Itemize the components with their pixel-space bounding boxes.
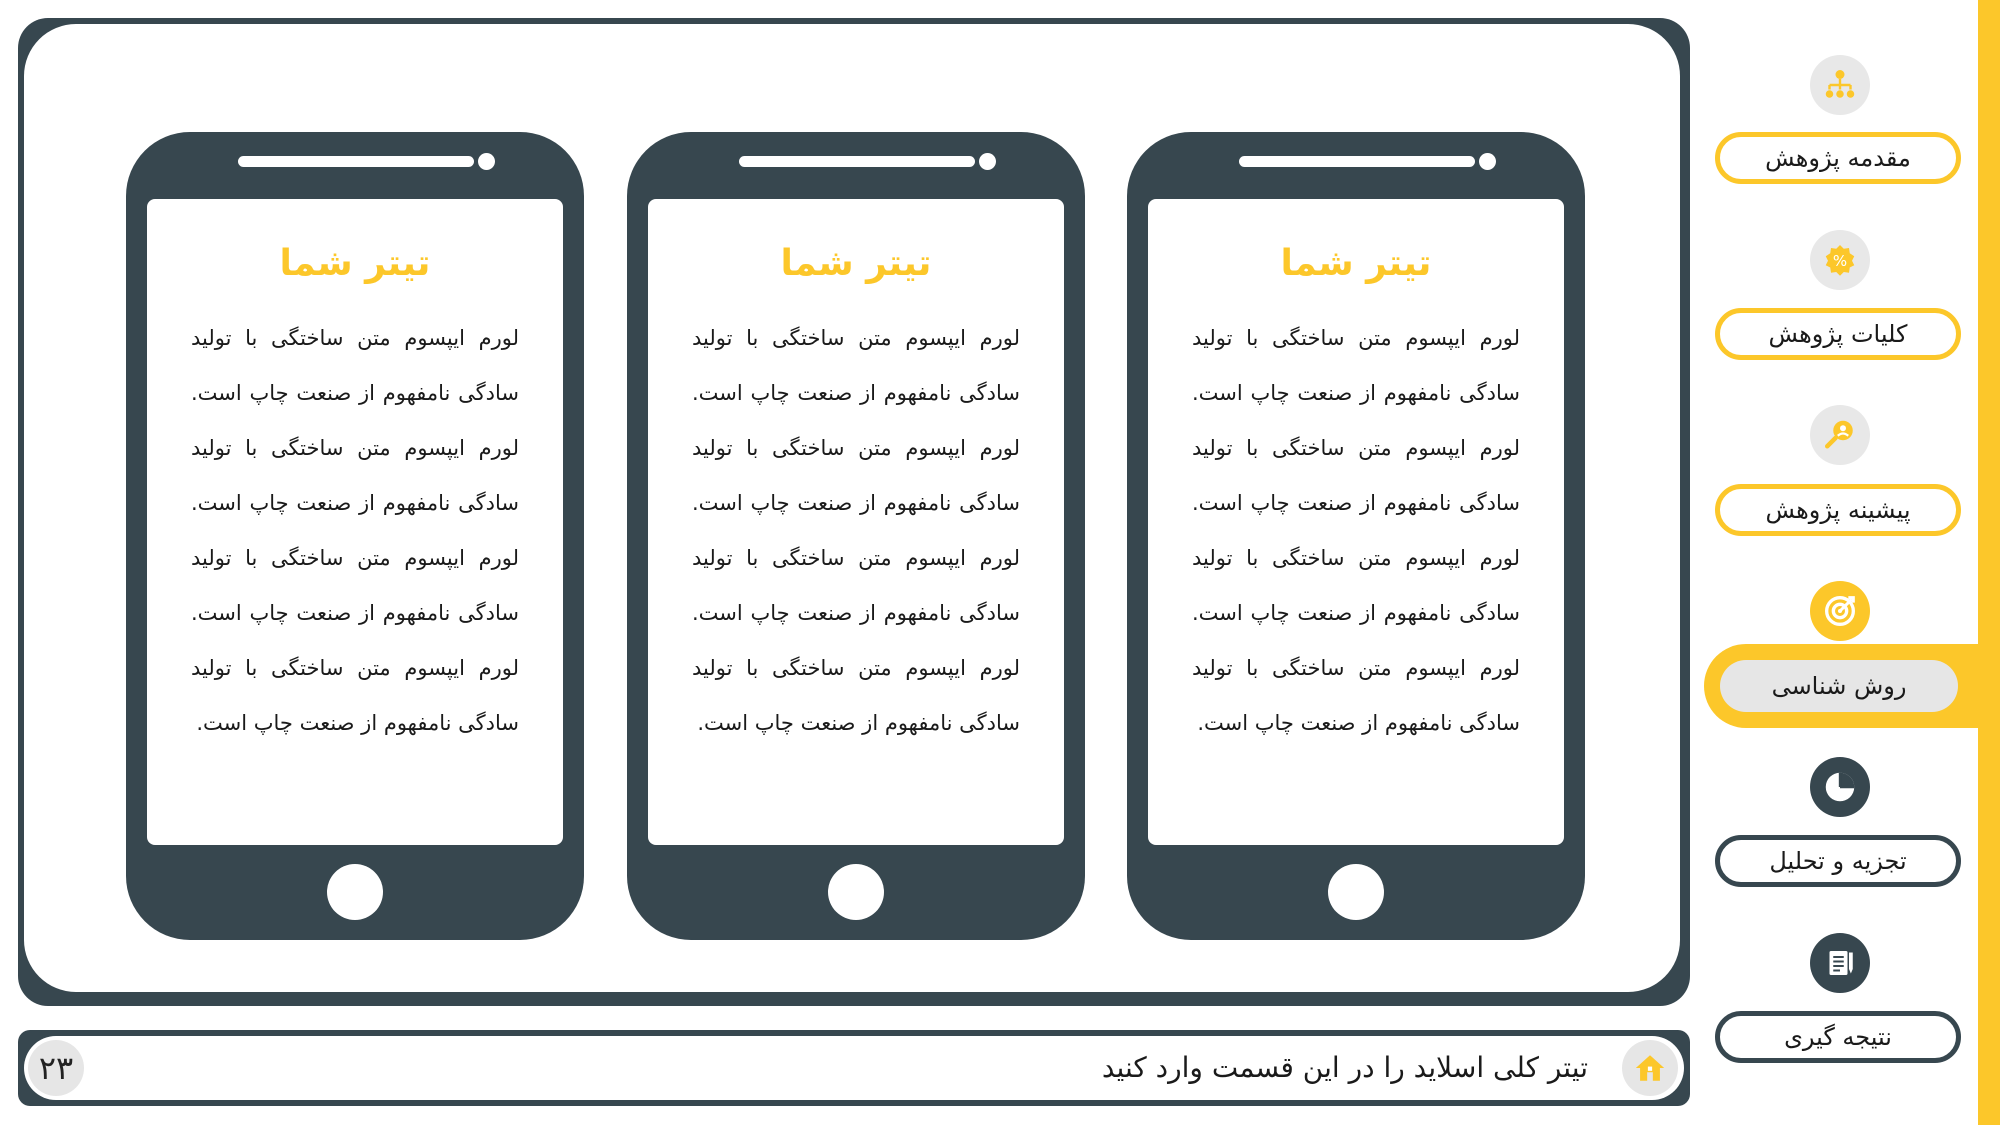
svg-text:%: % [1832,252,1848,270]
nav-item-overview[interactable]: کلیات پژوهش [1715,308,1961,360]
user-search-icon[interactable] [1810,405,1870,465]
phone-card [126,132,584,940]
phone-home-button [1328,864,1384,920]
content-area [24,24,1680,992]
nav-item-conclusion[interactable]: نتیجه گیری [1715,1011,1961,1063]
document-icon[interactable] [1810,933,1870,993]
target-icon[interactable] [1810,581,1870,641]
slide-title-bar-inner [24,1036,1684,1100]
card-title: تیتر شما [780,243,932,284]
phone-speaker [1239,156,1475,167]
slide-title: تیتر کلی اسلاید را در این قسمت وارد کنید [1101,1051,1588,1084]
card-body: لورم ایپسوم متن ساختگی با تولید سادگی نامفهوم از صنعت چاپ است. لورم ایپسوم متن ساختگی با تولید سادگی نامفهوم از صنعت چاپ است. لورم ایپسوم متن ساختگی با تولید سادگی نامفهوم از صنعت چاپ است. لورم ایپسوم متن ساختگی با تولید سادگی نامفهوم از صنعت چاپ است. [692,326,1020,735]
phone-card [627,132,1085,940]
card-body: لورم ایپسوم متن ساختگی با تولید سادگی نامفهوم از صنعت چاپ است. لورم ایپسوم متن ساختگی با تولید سادگی نامفهوم از صنعت چاپ است. لورم ایپسوم متن ساختگی با تولید سادگی نامفهوم از صنعت چاپ است. لورم ایپسوم متن ساختگی با تولید سادگی نامفهوم از صنعت چاپ است. [1192,326,1520,735]
phone-home-button [828,864,884,920]
home-icon [1633,1051,1667,1085]
home-button[interactable] [1622,1040,1678,1096]
slide-title-bar [18,1030,1690,1106]
nav-item-literature[interactable]: پیشینه پژوهش [1715,484,1961,536]
card-title: تیتر شما [1280,243,1432,284]
phone-screen [1148,199,1564,845]
hierarchy-icon[interactable] [1810,55,1870,115]
phone-camera [1479,153,1496,170]
nav-item-analysis[interactable]: تجزیه و تحلیل [1715,835,1961,887]
nav-item-introduction[interactable]: مقدمه پژوهش [1715,132,1961,184]
accent-strip [1978,0,2000,1125]
nav-item-methodology[interactable]: روش شناسی [1720,660,1958,712]
phone-screen [147,199,563,845]
phone-camera [979,153,996,170]
phone-home-button [327,864,383,920]
phone-screen [648,199,1064,845]
phone-speaker [238,156,474,167]
phone-camera [478,153,495,170]
page-number: ۲۳ [28,1040,84,1096]
phone-speaker [739,156,975,167]
content-frame [18,18,1690,1006]
card-title: تیتر شما [279,243,431,284]
percent-badge-icon[interactable] [1810,230,1870,290]
card-body: لورم ایپسوم متن ساختگی با تولید سادگی نامفهوم از صنعت چاپ است. لورم ایپسوم متن ساختگی با تولید سادگی نامفهوم از صنعت چاپ است. لورم ایپسوم متن ساختگی با تولید سادگی نامفهوم از صنعت چاپ است. لورم ایپسوم متن ساختگی با تولید سادگی نامفهوم از صنعت چاپ است. [191,326,519,735]
pie-chart-icon[interactable] [1810,757,1870,817]
phone-card [1127,132,1585,940]
